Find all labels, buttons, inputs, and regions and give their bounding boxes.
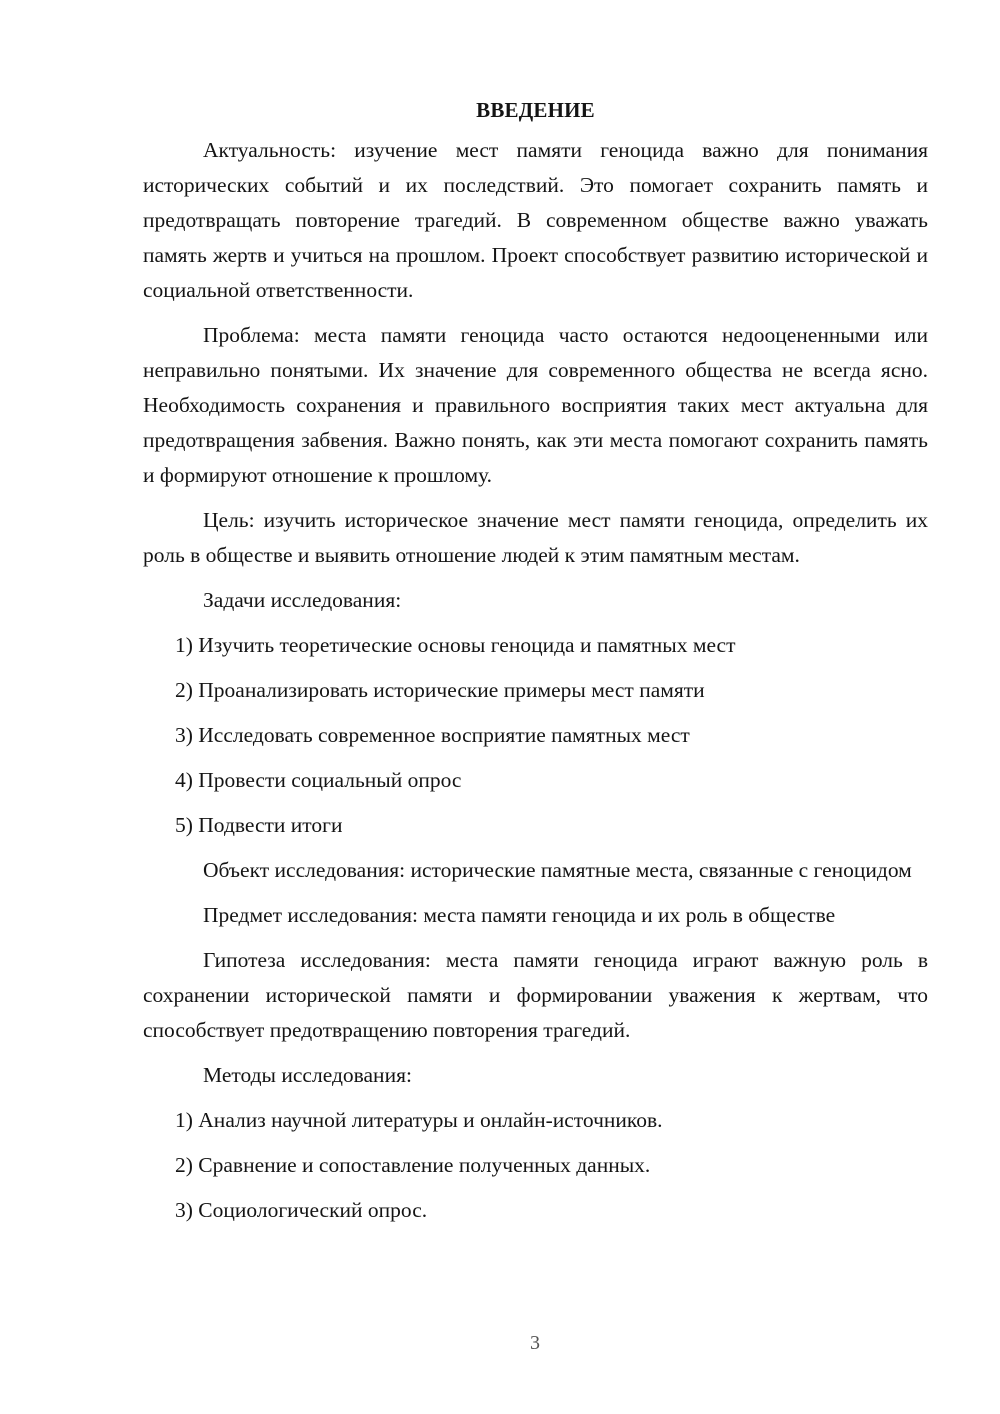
object-paragraph: Объект исследования: исторические памятные места, связанные с геноцидом	[203, 858, 912, 882]
method-item: 1) Анализ научной литературы и онлайн-источников.	[175, 1108, 663, 1132]
subject-paragraph: Предмет исследования: места памяти геноцида и их роль в обществе	[203, 903, 836, 927]
method-item: 2) Сравнение и сопоставление полученных данных.	[175, 1153, 651, 1177]
task-item: 1) Изучить теоретические основы геноцида и памятных мест	[175, 633, 736, 657]
task-item: 5) Подвести итоги	[175, 813, 343, 837]
goal-paragraph: Цель: изучить историческое значение мест памяти геноцида, определить их роль в обществе и выявить отношение людей к этим памятным местам.	[143, 508, 928, 567]
page-number: 3	[530, 1332, 540, 1354]
document-page	[143, 95, 928, 1238]
tasks-heading: Задачи исследования:	[203, 588, 402, 612]
section-title: ВВЕДЕНИЕ	[476, 98, 595, 122]
task-item: 4) Провести социальный опрос	[175, 768, 462, 792]
method-item: 3) Социологический опрос.	[175, 1198, 428, 1222]
methods-heading: Методы исследования:	[203, 1063, 412, 1087]
relevance-paragraph: Актуальность: изучение мест памяти геноцида важно для понимания исторических событий и их последствий. Это помогает сохранить память и предотвращать повторение трагедий. В современном обществе важно уважать память жертв и учиться на прошлом. Проект способствует развитию исторической и социальной ответственности.	[143, 138, 928, 302]
task-item: 2) Проанализировать исторические примеры мест памяти	[175, 678, 705, 702]
hypothesis-paragraph: Гипотеза исследования: места памяти геноцида играют важную роль в сохранении исторической памяти и формировании уважения к жертвам, что способствует предотвращению повторения трагедий.	[143, 948, 928, 1042]
problem-paragraph: Проблема: места памяти геноцида часто остаются недооцененными или неправильно понятыми. Их значение для современного общества не всегда ясно. Необходимость сохранения и правильного восприятия таких мест актуальна для предотвращения забвения. Важно понять, как эти места помогают сохранить память и формируют отношение к прошлому.	[143, 323, 928, 487]
task-item: 3) Исследовать современное восприятие памятных мест	[175, 723, 690, 747]
